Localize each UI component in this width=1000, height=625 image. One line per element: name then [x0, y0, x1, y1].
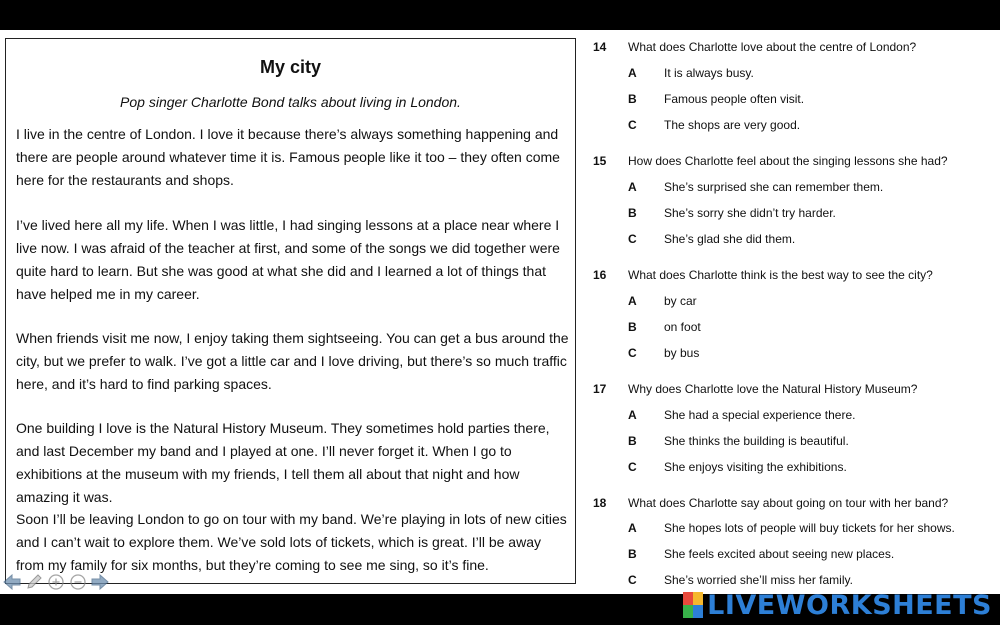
option-text[interactable]: Famous people often visit. — [664, 92, 805, 106]
option-text[interactable]: She’s sorry she didn’t try harder. — [664, 206, 836, 220]
passage-title: My city — [259, 57, 322, 77]
option-text[interactable]: She’s glad she did them. — [664, 232, 796, 246]
option-text[interactable]: by bus — [664, 346, 700, 360]
option-letter[interactable]: B — [628, 92, 637, 106]
option-letter[interactable]: A — [628, 180, 637, 194]
question-text: What does Charlotte think is the best way to see the city? — [628, 268, 933, 282]
option-letter[interactable]: B — [628, 547, 637, 561]
option-text[interactable]: She enjoys visiting the exhibitions. — [664, 460, 847, 474]
question-text: How does Charlotte feel about the singing lessons she had? — [628, 154, 948, 168]
question-number: 16 — [593, 268, 607, 282]
option-letter[interactable]: B — [628, 320, 637, 334]
option-text[interactable]: by car — [664, 294, 697, 308]
option-text[interactable]: She’s worried she’ll miss her family. — [664, 573, 853, 587]
option-letter[interactable]: A — [628, 294, 637, 308]
liveworksheets-logo — [683, 590, 992, 620]
option-letter[interactable]: C — [628, 573, 637, 587]
option-text[interactable]: She had a special experience there. — [664, 408, 856, 422]
option-text[interactable]: She hopes lots of people will buy tickets for her shows. — [664, 521, 955, 535]
option-letter[interactable]: C — [628, 118, 637, 132]
option-text[interactable]: It is always busy. — [664, 66, 754, 80]
passage-paragraph: I live in the centre of London. I love it because there’s always something happening and there are people around whatever time it is. Famous people like it too – they often come here for the restaurants and shops. — [16, 126, 560, 188]
logo-text: LIVEWORKSHEETS — [707, 589, 992, 621]
question-number: 18 — [593, 496, 607, 510]
question-number: 15 — [593, 154, 607, 168]
passage-paragraph: When friends visit me now, I enjoy taking them sightseeing. You can get a bus around the city, but we prefer to walk. I’ve got a little car and I love driving, but there’s so much traffic here, and it’s hard to find parking spaces. — [16, 330, 569, 392]
question-text: What does Charlotte say about going on tour with her band? — [628, 496, 949, 510]
arrow-left-icon[interactable] — [3, 573, 21, 591]
option-text[interactable]: She’s surprised she can remember them. — [664, 180, 884, 194]
option-text[interactable]: She thinks the building is beautiful. — [664, 434, 849, 448]
arrow-right-icon[interactable] — [91, 573, 109, 591]
option-letter[interactable]: B — [628, 434, 637, 448]
option-letter[interactable]: C — [628, 232, 637, 246]
option-letter[interactable]: A — [628, 66, 637, 80]
question-text: What does Charlotte love about the centre of London? — [628, 40, 917, 54]
passage-paragraph: One building I love is the Natural History Museum. They sometimes hold parties there, and last December my band and I played at one. I’ll never forget it. When I go to exhibitions at the museum with my friends, I tell them all about that night and how amazing it was. — [16, 420, 550, 505]
passage-paragraph: I’ve lived here all my life. When I was little, I had singing lessons at a place near where I live now. I was afraid of the teacher at first, and some of the songs we did together were quite hard to learn. But she was good at what she did and I learned a lot of things that have helped me in my career. — [16, 217, 560, 302]
question-text: Why does Charlotte love the Natural History Museum? — [628, 382, 918, 396]
zoom-in-icon[interactable] — [47, 573, 65, 591]
option-text[interactable]: on foot — [664, 320, 701, 334]
pencil-icon[interactable] — [25, 573, 43, 591]
passage-subtitle: Pop singer Charlotte Bond talks about living in London. — [120, 94, 461, 110]
logo-badge-icon — [683, 592, 703, 618]
option-letter[interactable]: A — [628, 408, 637, 422]
passage-paragraph: Soon I’ll be leaving London to go on tour with my band. We’re playing in lots of new cities and I can’t wait to explore them. We’ve sold lots of tickets, which is great. I’ll be away from my family for six months, but they’re coming to see me sing, so it’s fine. — [16, 511, 567, 573]
option-text[interactable]: The shops are very good. — [664, 118, 801, 132]
option-letter[interactable]: A — [628, 521, 637, 535]
reading-passage — [5, 38, 576, 584]
worksheet-page — [0, 30, 1000, 594]
option-letter[interactable]: C — [628, 346, 637, 360]
option-text[interactable]: She feels excited about seeing new places. — [664, 547, 895, 561]
question-number: 14 — [593, 40, 607, 54]
nav-toolbar — [3, 573, 109, 591]
zoom-out-icon[interactable] — [69, 573, 87, 591]
question-number: 17 — [593, 382, 607, 396]
option-letter[interactable]: C — [628, 460, 637, 474]
option-letter[interactable]: B — [628, 206, 637, 220]
